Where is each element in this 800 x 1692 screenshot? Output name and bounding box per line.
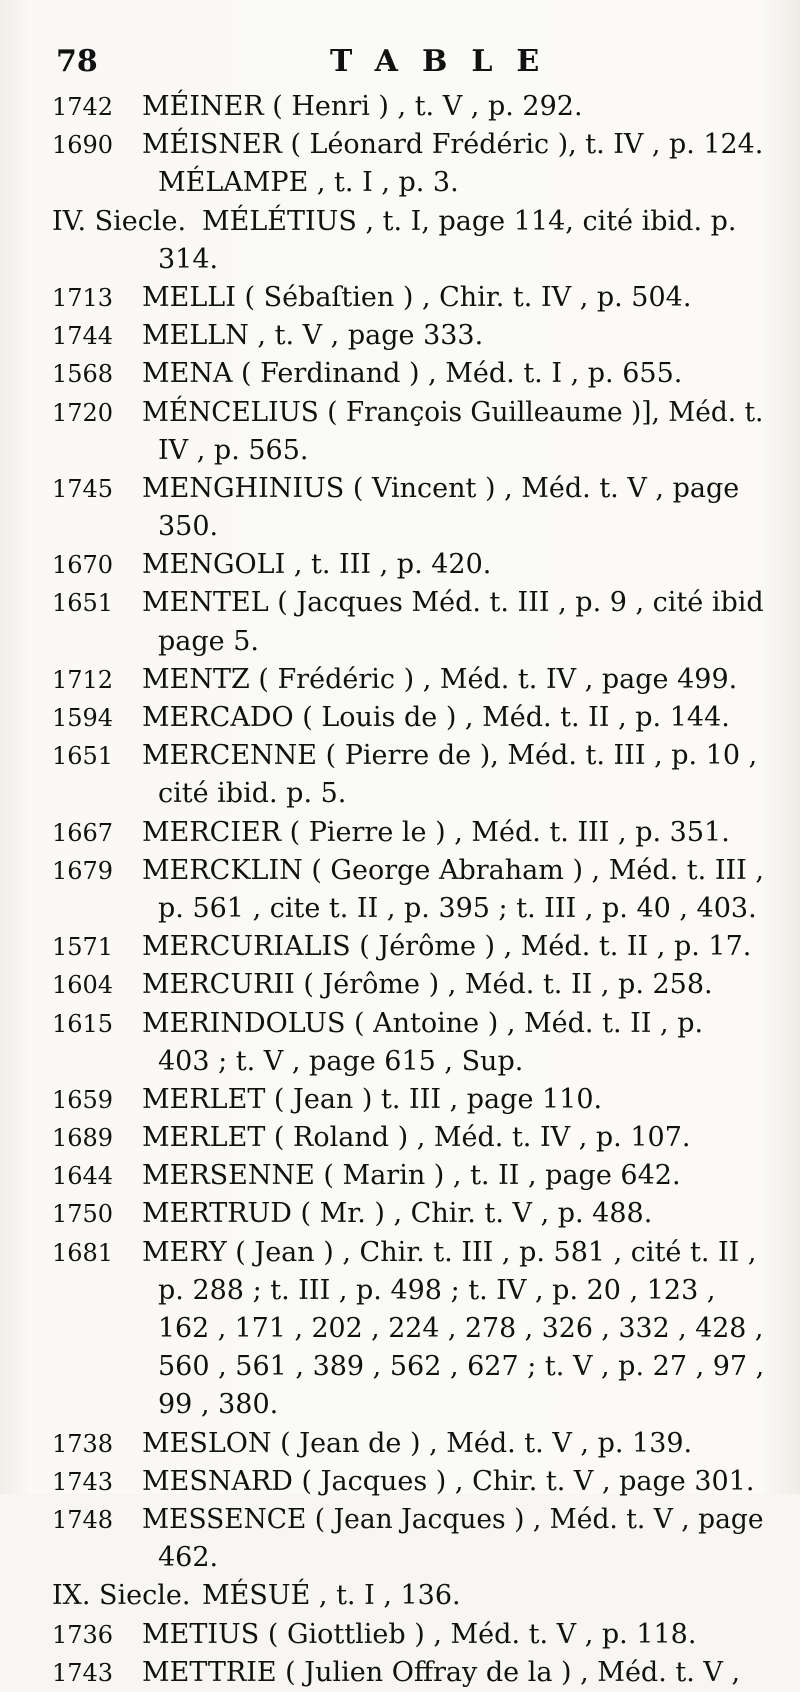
entry-continuation-line bbox=[52, 508, 764, 546]
entry-text: MERSENNE ( Marin ) , t. II , page 642. bbox=[142, 1160, 681, 1192]
entry-continuation-line bbox=[52, 432, 764, 470]
index-entry bbox=[52, 470, 764, 546]
entry-text: METIUS ( Giottlieb ) , Méd. t. V , p. 118. bbox=[142, 1618, 697, 1650]
entry-first-line bbox=[52, 1005, 764, 1043]
entry-text: cité ibid. p. 5. bbox=[158, 778, 347, 810]
entry-text: p. 288 ; t. III , p. 498 ; t. IV , p. 20 , 123 , bbox=[158, 1274, 716, 1306]
entry-first-line bbox=[52, 355, 764, 393]
entry-first-line bbox=[52, 661, 764, 699]
year-label: 1670 bbox=[52, 551, 114, 580]
entry-text: MERLET ( Jean ) t. III , page 110. bbox=[142, 1083, 603, 1115]
year-label: 1745 bbox=[52, 474, 114, 503]
index-entry bbox=[52, 1616, 764, 1654]
entry-continuation-line bbox=[52, 1310, 764, 1348]
index-entry bbox=[52, 661, 764, 699]
year-label: 1568 bbox=[52, 360, 114, 389]
entry-text: MERCADO ( Louis de ) , Méd. t. II , p. 144. bbox=[142, 702, 730, 733]
entry-continuation-line bbox=[52, 1272, 764, 1310]
index-entry bbox=[52, 1501, 764, 1577]
year-label: 1744 bbox=[52, 322, 114, 351]
index-entry bbox=[52, 737, 764, 813]
index-entry bbox=[52, 814, 764, 852]
entry-first-line bbox=[52, 928, 764, 966]
entry-continuation-line bbox=[52, 1539, 764, 1577]
year-label: 1748 bbox=[52, 1505, 114, 1534]
index-entry bbox=[52, 1195, 764, 1233]
year-label: 1743 bbox=[52, 1467, 114, 1496]
entry-text: MENTZ ( Frédéric ) , Méd. t. IV , page 499. bbox=[142, 663, 738, 695]
entry-text: MENGHINIUS ( Vincent ) , Méd. t. V , page bbox=[142, 472, 740, 504]
year-label: 1750 bbox=[52, 1200, 114, 1229]
entry-first-line bbox=[52, 814, 764, 852]
year-label: 1742 bbox=[52, 93, 114, 121]
entry-text: MERCIER ( Pierre le ) , Méd. t. III , p. 351. bbox=[142, 816, 730, 848]
entry-first-line bbox=[52, 470, 764, 508]
entry-text: MESLON ( Jean de ) , Méd. t. V , p. 139. bbox=[142, 1427, 693, 1459]
entry-first-line bbox=[52, 1157, 764, 1195]
index-entry bbox=[52, 279, 764, 317]
index-entry bbox=[52, 966, 764, 1004]
index-entry bbox=[52, 852, 764, 928]
index-entry bbox=[52, 317, 764, 355]
year-label: 1651 bbox=[52, 589, 114, 618]
entry-text: MESNARD ( Jacques ) , Chir. t. V , page 301. bbox=[142, 1465, 755, 1497]
entry-text: MÉSUÉ , t. I , 136. bbox=[202, 1580, 461, 1612]
century-label: IX. Siecle. bbox=[52, 1580, 191, 1612]
entry-text: 350. bbox=[158, 511, 219, 543]
index-entry bbox=[52, 88, 764, 126]
year-label: 1571 bbox=[52, 933, 114, 962]
entry-first-line bbox=[52, 966, 764, 1004]
index-entry bbox=[52, 1234, 764, 1425]
index-entry bbox=[52, 584, 764, 660]
index-entry bbox=[52, 1654, 764, 1692]
entry-text: 162 , 171 , 202 , 224 , 278 , 326 , 332 , 428 , bbox=[158, 1313, 764, 1344]
entry-text: p. 561 , cite t. II , p. 395 ; t. III , p. 40 , 403. bbox=[158, 892, 757, 924]
year-label: 1736 bbox=[52, 1620, 114, 1649]
index-entry bbox=[52, 1577, 764, 1615]
year-label: 1689 bbox=[52, 1124, 114, 1153]
year-label: 1681 bbox=[52, 1238, 114, 1267]
index-entries bbox=[52, 88, 764, 1692]
entry-text: MERCURIALIS ( Jérôme ) , Méd. t. II , p. 17. bbox=[142, 931, 752, 963]
entry-text: MENA ( Ferdinand ) , Méd. t. I , p. 655. bbox=[142, 358, 683, 390]
year-label: 1594 bbox=[52, 704, 114, 732]
century-label: IV. Siecle. bbox=[52, 205, 187, 237]
page-number: 78 bbox=[56, 44, 98, 79]
index-entry bbox=[52, 546, 764, 584]
index-entry bbox=[52, 394, 764, 470]
entry-text: MÉISNER ( Léonard Frédéric ), t. IV , p. 124. bbox=[142, 129, 764, 161]
year-label: 1738 bbox=[52, 1429, 114, 1458]
year-label: 1690 bbox=[52, 131, 114, 160]
entry-first-line bbox=[52, 1654, 764, 1692]
entry-text: MELLI ( Sébaſtien ) , Chir. t. IV , p. 504. bbox=[142, 281, 692, 313]
entry-text: MERCENNE ( Pierre de ), Méd. t. III , p. 10 , bbox=[142, 740, 758, 772]
entry-first-line bbox=[52, 699, 764, 737]
year-label: 1644 bbox=[52, 1162, 114, 1191]
entry-text: MÉLÉTIUS , t. I, page 114, cité ibid. p. bbox=[202, 205, 737, 237]
entry-text: 403 ; t. V , page 615 , Sup. bbox=[158, 1045, 524, 1077]
entry-continuation-line bbox=[52, 775, 764, 813]
entry-text: 99 , 380. bbox=[158, 1389, 279, 1421]
entry-continuation-line bbox=[52, 164, 764, 202]
index-entry bbox=[52, 126, 764, 202]
entry-first-line bbox=[52, 1234, 764, 1272]
index-entry bbox=[52, 203, 764, 279]
entry-first-line bbox=[52, 852, 764, 890]
entry-continuation-line bbox=[52, 241, 764, 279]
running-title: TABLE bbox=[330, 44, 564, 79]
entry-text: IV , p. 565. bbox=[158, 434, 309, 466]
entry-first-line bbox=[52, 1616, 764, 1654]
entry-text: MERLET ( Roland ) , Méd. t. IV , p. 107. bbox=[142, 1122, 691, 1154]
entry-first-line bbox=[52, 394, 764, 432]
index-entry bbox=[52, 699, 764, 737]
index-entry bbox=[52, 1005, 764, 1081]
entry-text: MÉLAMPE , t. I , p. 3. bbox=[158, 167, 459, 199]
entry-text: MÉNCELIUS ( François Guilleaume )], Méd. t. bbox=[142, 396, 764, 428]
index-entry bbox=[52, 1425, 764, 1463]
entry-first-line bbox=[52, 584, 764, 622]
year-label: 1651 bbox=[52, 742, 114, 771]
entry-text: MELLN , t. V , page 333. bbox=[142, 320, 484, 352]
year-label: 1659 bbox=[52, 1085, 114, 1114]
entry-first-line bbox=[52, 1119, 764, 1157]
entry-text: MENGOLI , t. III , p. 420. bbox=[142, 549, 492, 581]
year-label: 1615 bbox=[52, 1009, 114, 1038]
entry-text: 314. bbox=[158, 243, 219, 275]
index-entry bbox=[52, 928, 764, 966]
entry-first-line bbox=[52, 737, 764, 775]
entry-text: MERINDOLUS ( Antoine ) , Méd. t. II , p. bbox=[142, 1007, 704, 1039]
entry-text: MERCURII ( Jérôme ) , Méd. t. II , p. 258. bbox=[142, 969, 713, 1001]
index-entry bbox=[52, 1119, 764, 1157]
entry-text: MERCKLIN ( George Abraham ) , Méd. t. III , bbox=[142, 854, 764, 886]
index-entry bbox=[52, 1157, 764, 1195]
entry-continuation-line bbox=[52, 1386, 764, 1424]
index-entry bbox=[52, 355, 764, 393]
entry-text: MENTEL ( Jacques Méd. t. III , p. 9 , cité ibid bbox=[142, 587, 764, 619]
year-label: 1743 bbox=[52, 1658, 114, 1687]
index-entry bbox=[52, 1081, 764, 1119]
entry-first-line bbox=[52, 279, 764, 317]
page-header bbox=[50, 40, 770, 80]
entry-text: MÉINER ( Henri ) , t. V , p. 292. bbox=[142, 91, 583, 122]
entry-first-line bbox=[52, 1195, 764, 1233]
entry-text: 560 , 561 , 389 , 562 , 627 ; t. V , p. 27 , 97 , bbox=[158, 1351, 765, 1383]
entry-text: page 5. bbox=[158, 625, 259, 657]
entry-first-line bbox=[52, 203, 764, 241]
entry-first-line bbox=[52, 1425, 764, 1463]
entry-first-line bbox=[52, 1501, 764, 1539]
entry-continuation-line bbox=[52, 890, 764, 928]
entry-text: MERY ( Jean ) , Chir. t. III , p. 581 , cité t. II , bbox=[142, 1236, 757, 1268]
entry-first-line bbox=[52, 1081, 764, 1119]
entry-text: METTRIE ( Julien Offray de la ) , Méd. t. V , bbox=[142, 1656, 741, 1688]
entry-first-line bbox=[52, 1577, 764, 1615]
index-entry bbox=[52, 1463, 764, 1501]
entry-first-line bbox=[52, 88, 764, 126]
year-label: 1667 bbox=[52, 818, 114, 847]
year-label: 1604 bbox=[52, 971, 114, 1000]
entry-continuation-line bbox=[52, 1043, 764, 1081]
year-label: 1679 bbox=[52, 856, 114, 885]
entry-first-line bbox=[52, 1463, 764, 1501]
entry-first-line bbox=[52, 546, 764, 584]
year-label: 1720 bbox=[52, 398, 114, 427]
entry-first-line bbox=[52, 126, 764, 164]
entry-continuation-line bbox=[52, 623, 764, 661]
entry-text: MESSENCE ( Jean Jacques ) , Méd. t. V , page bbox=[142, 1503, 764, 1535]
year-label: 1713 bbox=[52, 283, 114, 312]
year-label: 1712 bbox=[52, 665, 114, 694]
entry-text: MERTRUD ( Mr. ) , Chir. t. V , p. 488. bbox=[142, 1198, 653, 1230]
entry-first-line bbox=[52, 317, 764, 355]
entry-continuation-line bbox=[52, 1348, 764, 1386]
entry-text: 462. bbox=[158, 1542, 219, 1574]
